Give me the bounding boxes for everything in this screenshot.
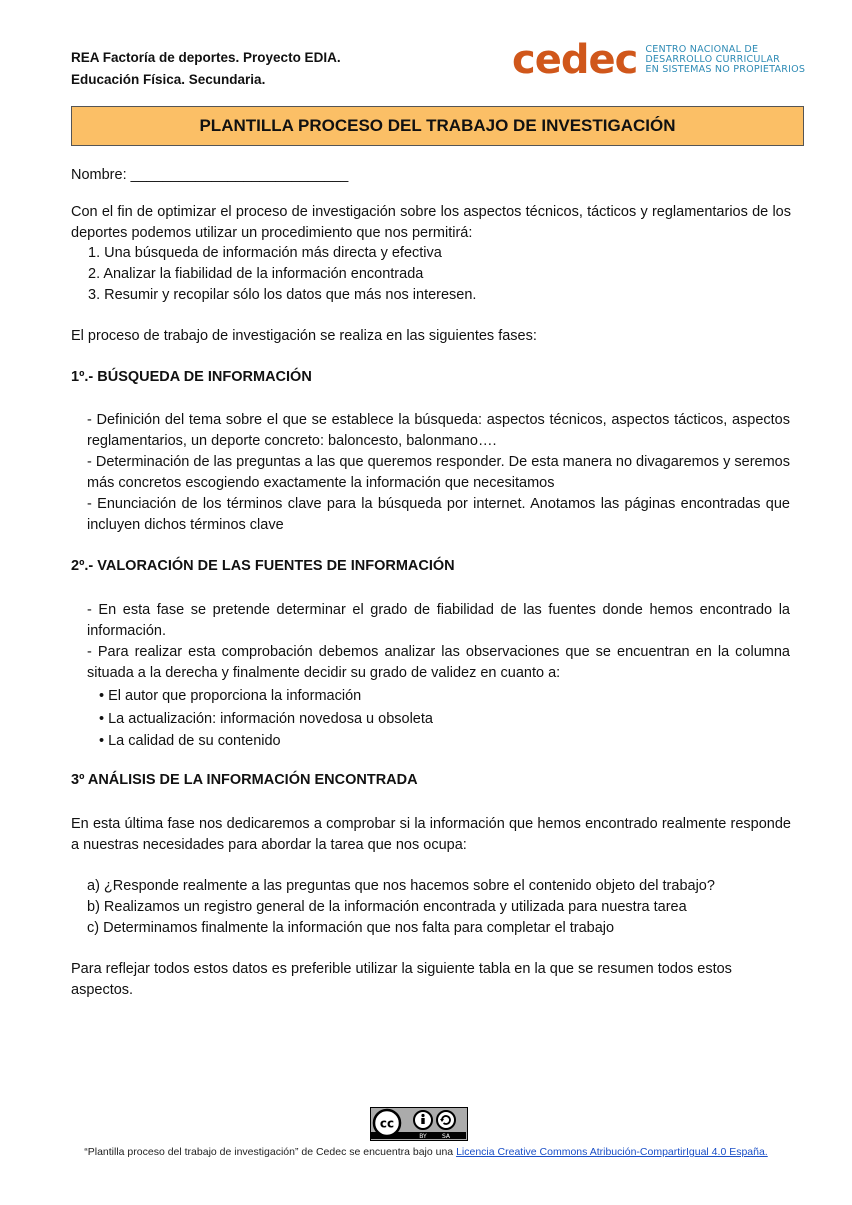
badge-sa-label: SA (441, 1133, 451, 1139)
section-3-list (87, 876, 797, 939)
list-item: 1. Una búsqueda de información más directa y efectiva (88, 245, 442, 261)
list-item: - Determinación de las preguntas a las que queremos responder. De esta manera no divagaremos y seremos más concretos escogiendo exactamente la información que necesitamos (87, 454, 790, 491)
section-2-bullets (99, 685, 433, 753)
bullet-item: • La actualización: información novedosa u obsoleta (99, 710, 433, 727)
logo-sub-line-2: DESARROLLO CURRICULAR (645, 54, 781, 65)
section-2-body (87, 600, 790, 684)
bullet-item: • La calidad de su contenido (99, 733, 281, 749)
license-footer (0, 1146, 852, 1158)
svg-text:cc: cc (379, 1116, 395, 1131)
list-item: b) Realizamos un registro general de la información encontrada y utilizada para nuestra tarea (87, 899, 687, 915)
phases-intro: El proceso de trabajo de investigación se realiza en las siguientes fases: (71, 328, 537, 344)
creative-commons-badge (370, 1107, 468, 1141)
section-3-intro: En esta última fase nos dedicaremos a comprobar si la información que hemos encontrado realmente responde a nuestras necesidades para abordar la tarea que nos ocupa: (71, 816, 791, 853)
cc-by-sa-icon (371, 1108, 466, 1139)
list-item: 3. Resumir y recopilar sólo los datos que más nos interesen. (88, 287, 477, 303)
name-field-label: Nombre: ___________________________ (71, 167, 349, 183)
list-item: c) Determinamos finalmente la información que nos falta para completar el trabajo (87, 920, 615, 936)
document-title: PLANTILLA PROCESO DEL TRABAJO DE INVESTIGACIÓN (71, 106, 804, 146)
intro-paragraph: Con el fin de optimizar el proceso de investigación sobre los aspectos técnicos, tácticos y reglamentarios de los deportes podemos utilizar un procedimiento que nos permitirá: (71, 204, 791, 241)
logo-sub-line-1: CENTRO NACIONAL DE (645, 44, 759, 55)
list-item: - Definición del tema sobre el que se establece la búsqueda: aspectos técnicos, aspectos tácticos, aspectos reglamentarios, un deporte concreto: baloncesto, balonmano…. (87, 412, 790, 449)
header-line-2: Educación Física. Secundaria. (71, 72, 266, 87)
section-1-heading: 1º.- BÚSQUEDA DE INFORMACIÓN (71, 369, 312, 385)
list-item: - Para realizar esta comprobación debemos analizar las observaciones que se encuentran en la columna situada a la derecha y finalmente decidir su grado de validez en cuanto a: (87, 644, 790, 681)
section-2-heading: 2º.- VALORACIÓN DE LAS FUENTES DE INFORMACIÓN (71, 558, 455, 574)
section-3-heading: 3º ANÁLISIS DE LA INFORMACIÓN ENCONTRADA (71, 772, 418, 788)
license-link[interactable]: Licencia Creative Commons Atribución-CompartirIgual 4.0 España. (456, 1146, 768, 1158)
logo-sub-line-3: EN SISTEMAS NO PROPIETARIOS (645, 64, 806, 75)
list-item: 2. Analizar la fiabilidad de la información encontrada (88, 266, 424, 282)
bullet-item: • El autor que proporciona la información (99, 688, 362, 704)
badge-by-label: BY (419, 1133, 427, 1139)
header-line-1: REA Factoría de deportes. Proyecto EDIA. (71, 50, 341, 65)
header-info (71, 47, 341, 91)
list-item: a) ¿Responde realmente a las preguntas que nos hacemos sobre el contenido objeto del trabajo? (87, 878, 715, 894)
closing-paragraph: Para reflejar todos estos datos es preferible utilizar la siguiente tabla en la que se resumen todos estos aspectos. (71, 961, 732, 998)
intro-list (88, 243, 788, 306)
list-item: - En esta fase se pretende determinar el grado de fiabilidad de las fuentes donde hemos encontrado la información. (87, 602, 790, 639)
logo-subtitle (645, 45, 805, 75)
cedec-logo (512, 37, 806, 83)
logo-wordmark: cedec (512, 37, 638, 83)
list-item: - Enunciación de los términos clave para la búsqueda por internet. Anotamos las páginas encontradas que incluyen dichos términos clave (87, 496, 790, 533)
section-1-body (87, 410, 790, 536)
footer-text: “Plantilla proceso del trabajo de investigación” de Cedec se encuentra bajo una (84, 1146, 457, 1158)
